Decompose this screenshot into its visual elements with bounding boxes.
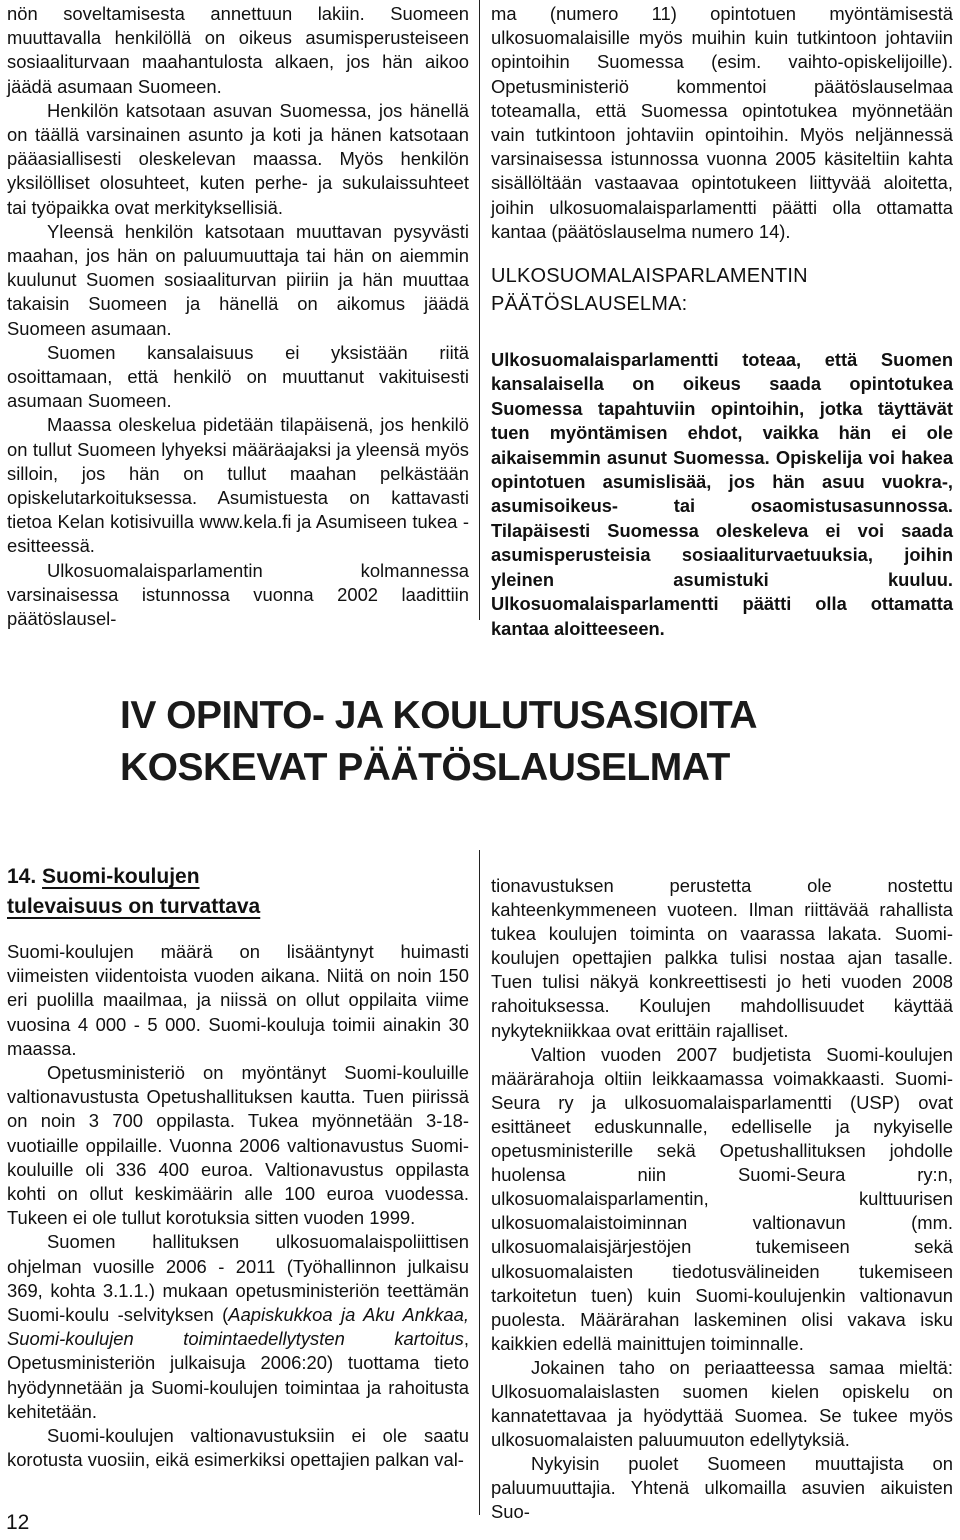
text-run: , Opetusministeriön julkaisuja 2006:20) tuottama tieto hyödynnetään ja Suomi-koulujen toimintaa ja rahoitusta kehitetään. (7, 1328, 469, 1422)
paragraph: Valtion vuoden 2007 budjetista Suomi-koulujen määrärahoja oltiin leikkaamassa voimakkaasti. Suomi-Seura ry ja ulkosuomalaisparlamentti (USP) ovat esittäneet eduskunnalle, edelliselle ja nykyiselle opetusministerille sekä Opetushallituksen johdolle huolensa niin Suomi-Seura ry:n, ulkosuomalaisparlamentin, kulttuurisen ulkosuomalaistoiminnan valtionavun (mm. ulkosuomalaisjärjestöjen tukemiseen sekä ulkosuomalaisten tiedotusvälineiden tukemiseen tarkoitetun tuen) kuin Suomi-koulujenkin valtionavun puolesta. Määrärahan laskeminen olisi vakava isku kaikkien edellä mainittujen toiminnalle. (491, 1043, 953, 1354)
resolution-heading-line: ULKOSUOMALAISPARLAMENTIN (491, 265, 808, 288)
section-title-line: KOSKEVAT PÄÄTÖSLAUSELMAT (120, 746, 730, 789)
article-title-part: Suomi-koulujen (42, 865, 200, 888)
column-divider (479, 0, 480, 620)
paragraph (7, 1230, 469, 1424)
resolution-heading (491, 262, 953, 318)
resolution-text: Ulkosuomalaisparlamentti toteaa, että Suomen kansalaisella on oikeus saada opintotukea Suomessa tapahtuviin opintoihin, jotka täyttävät tuen myöntämisen ehdot, vaikka hän ei ole aikaisemmin asunut Suomessa. Opiskelija voi hakea opintotuen asumislisää, jos hän asuu vuokra-, asumisoikeus- tai osaomistusasunnossa. Tilapäisesti Suomessa oleskeleva ei voi saada asumisperusteisia sosiaaliturvaetuuksia, joihin yleinen asumistuki kuuluu. Ulkosuomalaisparlamentti päätti olla ottamatta kantaa aloitteeseen. (491, 349, 953, 639)
section-title-line: IV OPINTO- JA KOULUTUSASIOITA (120, 694, 757, 737)
paragraph: Yleensä henkilön katsotaan muuttavan pysyvästi maahan, jos hän on paluumuuttaja tai hän on aiemmin kuulunut Suomen sosiaaliturvan piiriin ja hän muuttaa takaisin Suomeen ja hänellä on aikomus jäädä Suomeen asumaan. (7, 220, 469, 339)
paragraph: Maassa oleskelua pidetään tilapäisenä, jos henkilö on tullut Suomeen lyhyeksi määräajaksi ja yleensä myös silloin, jos hän on tullut maahan pelkästään opiskelutarkoituksessa. Asumistuesta on kattavasti tietoa Kelan kotisivuilla www.kela.fi ja Asumiseen tukea -esitteessä. (7, 414, 469, 557)
resolution-heading-line: PÄÄTÖSLAUSELMA: (491, 293, 688, 316)
paragraph: Nykyisin puolet Suomeen muuttajista on paluumuuttajia. Yhtenä ulkomailla asuvien aikuisten Suo- (491, 1453, 953, 1523)
bottom-right-column (491, 874, 953, 1525)
paragraph: Suomen kansalaisuus ei yksistään riitä osoittamaan, että henkilö on muuttanut vakituisesti asumaan Suomeen. (7, 341, 469, 412)
section-title (120, 690, 920, 794)
paragraph: nön soveltamisesta annettuun lakiin. Suomeen muuttavalla henkilöllä on oikeus asumisperusteiseen sosiaaliturvaan maahantulosta alkaen, jos hän aikoo jäädä asumaan Suomeen. (7, 3, 469, 97)
paragraph: Ulkosuomalaisparlamentin kolmannessa varsinaisessa istunnossa vuonna 2002 laadittiin päätöslausel- (7, 559, 469, 630)
publication-title: Aapiskukkoa ja Aku Ankkaa, Suomi-koulujen toimintaedellytysten kartoitus (7, 1304, 469, 1350)
paragraph: ma (numero 11) opintotuen myöntämisestä ulkosuomalaisille myös muihin kuin tutkintoon johtaviin opintoihin Suomessa (esim. vaihto-opiskelijoille). Opetusministeriö kommentoi päätöslauselmaa toteamalla, että Suomessa opintotukea myönnetään vain tutkintoon johtaviin opintoihin. Myös neljännessä varsinaisessa istunnossa vuonna 2005 käsiteltiin kahta sisällöltään vastaavaa opintotukeen liittyvää aloitetta, joihin ulkosuomalaisparlamentti päätti olla ottamatta kantaa (päätöslauselma numero 14). (491, 3, 953, 242)
text-run: Suomen hallituksen ulkosuomalaispoliittisen ohjelman vuosille 2006 - 2011 (Työhallinnon julkaisu 369, kohta 3.1.1.) mukaan opetusministeriön teettämän Suomi-koulu -selvityksen ( (7, 1231, 469, 1326)
paragraph: Suomi-koulujen valtionavustuksiin ei ole saatu korotusta vuosiin, eikä esimerkiksi opettajien palkan val- (7, 1425, 469, 1471)
article-heading (7, 862, 469, 922)
paragraph: Henkilön katsotaan asuvan Suomessa, jos hänellä on täällä varsinainen asunto ja koti ja hänen katsotaan pääasiallisesti oleskelevan maassa. Myös henkilön yksilölliset olosuhteet, kuten perhe- ja sukulaissuhteet tai työpaikka ovat merkityksellisiä. (7, 99, 469, 218)
article-title-part: tulevaisuus on turvattava (7, 895, 261, 918)
paragraph: Suomi-koulujen määrä on lisääntynyt huimasti viimeisten viidentoista vuoden aikana. Niitä on noin 150 eri puolilla maailmaa, ja niissä on ollut oppilaita viime vuosina 4 000 - 5 000. Suomi-kouluja toimii ainakin 30 maassa. (7, 941, 469, 1059)
page-number: 12 (6, 1511, 30, 1534)
top-left-column (7, 2, 469, 631)
paragraph: tionavustuksen perustetta ole nostettu kahteenkymmeneen vuoteen. Ilman riittävää rahallista tukea koulujen toiminta on vaarassa lakata. Suomi-koulujen opettajien palkka tulisi nostaa ajan tasalle. Tuen tulisi näkyä konkreettisesti jo heti vuoden 2008 rahoituksessa. Koulujen mahdollisuudet käyttää nykytekniikkaa ovat erittäin rajalliset. (491, 875, 953, 1041)
paragraph: Opetusministeriö on myöntänyt Suomi-kouluille valtionavustusta Opetushallituksen kautta. Tuen piirissä on noin 3 700 oppilasta. Tukea myönnetään 3-18-vuotiaille oppilaille. Vuonna 2006 valtionavustus Suomi-kouluille oli 336 400 euroa. Valtionavustus oppilasta kohti on ollut keskimäärin alle 100 euroa vuodessa. Tukeen ei ole tullut korotuksia sitten vuoden 1999. (7, 1062, 469, 1229)
bottom-left-column (7, 862, 469, 1472)
column-divider (479, 850, 480, 1515)
article-heading-line (7, 862, 469, 892)
paragraph: Jokainen taho on periaatteessa samaa mieltä: Ulkosuomalaislasten suomen kielen opiskelu on kannatettavaa ja hyödyttää Suomea. Se tukee myös ulkosuomalaisten paluumuuton edellytyksiä. (491, 1356, 953, 1451)
article-number: 14. (7, 865, 37, 888)
top-right-column (491, 2, 953, 641)
